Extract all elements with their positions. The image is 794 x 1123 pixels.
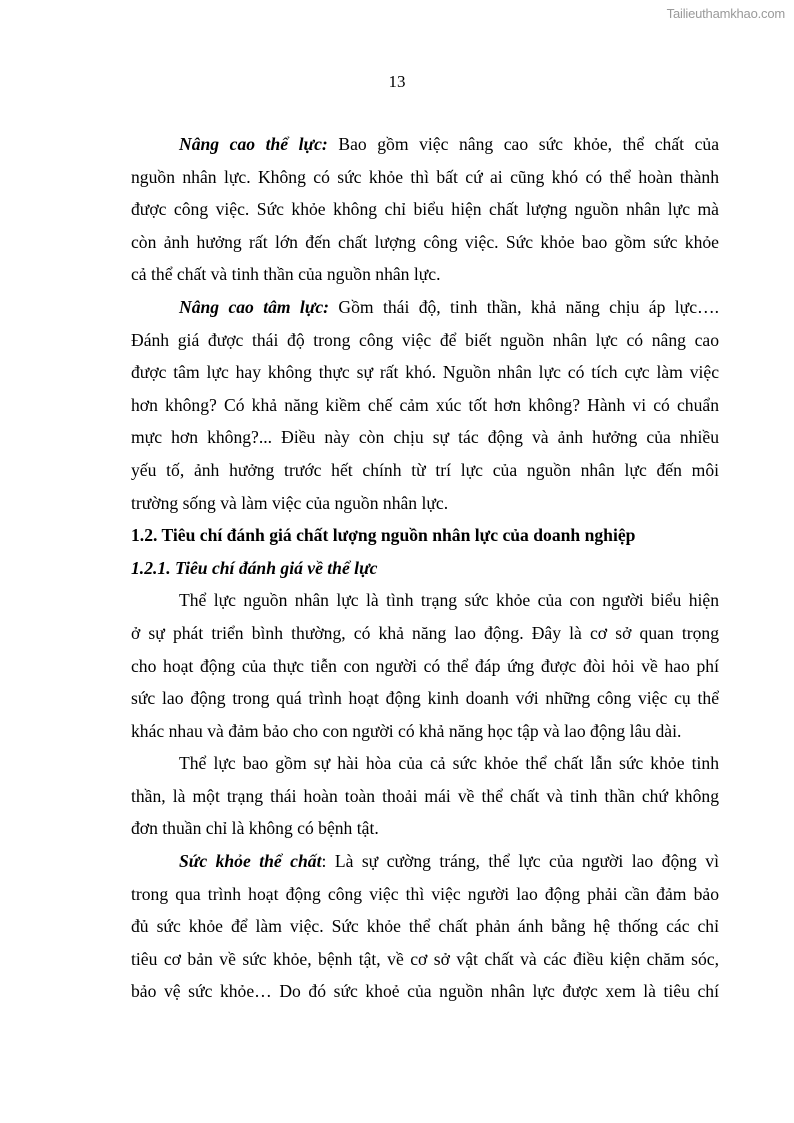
text-line: còn ảnh hưởng rất lớn đến chất lượng công việc. Sức khỏe bao gồm sức khỏe — [131, 231, 719, 252]
text-line: Thể lực nguồn nhân lực là tình trạng sức khỏe của con người biểu hiện — [179, 590, 719, 611]
paragraph-nang-cao-tam-luc — [131, 291, 719, 519]
text-line: sức lao động trong quá trình hoạt động kinh doanh với những công việc cụ thể — [131, 688, 719, 709]
paragraph-suc-khoe-the-chat — [131, 845, 719, 1008]
text-line: tiêu cơ bản về sức khỏe, bệnh tật, về cơ sở vật chất và các điều kiện chăm sóc, — [131, 948, 719, 969]
text-line: trong qua trình hoạt động công việc thì việc người lao động phải cần đảm bảo — [131, 883, 719, 904]
paragraph-nang-cao-the-luc — [131, 128, 719, 291]
text-line: được công việc. Sức khỏe không chỉ biểu hiện chất lượng nguồn nhân lực mà — [131, 199, 719, 220]
text-line: hơn không? Có khả năng kiềm chế cảm xúc tốt hơn không? Hành vi có chuẩn — [131, 394, 719, 415]
paragraph-lead: Sức khỏe thể chất — [179, 851, 322, 872]
text-line: nguồn nhân lực. Không có sức khỏe thì bất cứ ai cũng khó có thể hoàn thành — [131, 166, 719, 187]
text-line: yếu tố, ảnh hưởng trước hết chính từ trí lực của nguồn nhân lực đến môi — [131, 459, 719, 480]
paragraph-lead: Nâng cao tâm lực: — [179, 296, 330, 317]
section-heading-1-2: 1.2. Tiêu chí đánh giá chất lượng nguồn nhân lực của doanh nghiệp — [131, 525, 636, 546]
text-line: đủ sức khỏe để làm việc. Sức khỏe thể chất phản ánh bằng hệ thống các chỉ — [131, 916, 719, 937]
text-line: mực hơn không?... Điều này còn chịu sự tác động và ảnh hưởng của nhiều — [131, 427, 719, 448]
text-line: Sức khỏe thể chất: Là sự cường tráng, thể lực của người lao động vì — [179, 851, 719, 872]
text-line: thần, là một trạng thái hoàn toàn thoải mái về thể chất và tinh thần chứ không — [131, 785, 719, 806]
text-line: Nâng cao thể lực: Bao gồm việc nâng cao sức khỏe, thể chất của — [179, 134, 719, 154]
text-line: Thể lực bao gồm sự hài hòa của cả sức khỏe thể chất lẫn sức khỏe tinh — [179, 753, 719, 774]
document-body — [131, 128, 719, 1008]
text-line: cho hoạt động của thực tiễn con người có thể đáp ứng được đòi hỏi về hao phí — [131, 655, 719, 676]
paragraph-the-luc-harmony — [131, 747, 719, 845]
text-line: ở sự phát triển bình thường, có khả năng lao động. Đây là cơ sở quan trọng — [131, 622, 719, 643]
text-line: được tâm lực hay không thực sự rất khó. Nguồn nhân lực có tích cực làm việc — [131, 362, 719, 383]
text-line: khác nhau và đảm bảo cho con người có khả năng học tập và lao động lâu dài. — [131, 720, 682, 741]
text-line: đơn thuần chỉ là không có bệnh tật. — [131, 818, 379, 839]
paragraph-lead: Nâng cao thể lực: — [179, 134, 328, 154]
watermark: Tailieuthamkhao.com — [666, 6, 785, 21]
text-line: Đánh giá được thái độ trong công việc để biết nguồn nhân lực có nâng cao — [131, 329, 719, 350]
paragraph-the-luc-definition — [131, 584, 719, 747]
text-line: Nâng cao tâm lực: Gồm thái độ, tinh thần, khả năng chịu áp lực…. — [179, 296, 719, 317]
text-line: bảo vệ sức khỏe… Do đó sức khoẻ của nguồn nhân lực được xem là tiêu chí — [131, 981, 719, 1002]
text-line: trường sống và làm việc của nguồn nhân lực. — [131, 492, 449, 513]
section-heading-1-2-1: 1.2.1. Tiêu chí đánh giá về thể lực — [131, 557, 378, 578]
text-line: cả thể chất và tinh thần của nguồn nhân lực. — [131, 264, 441, 285]
page-number: 13 — [388, 72, 406, 91]
